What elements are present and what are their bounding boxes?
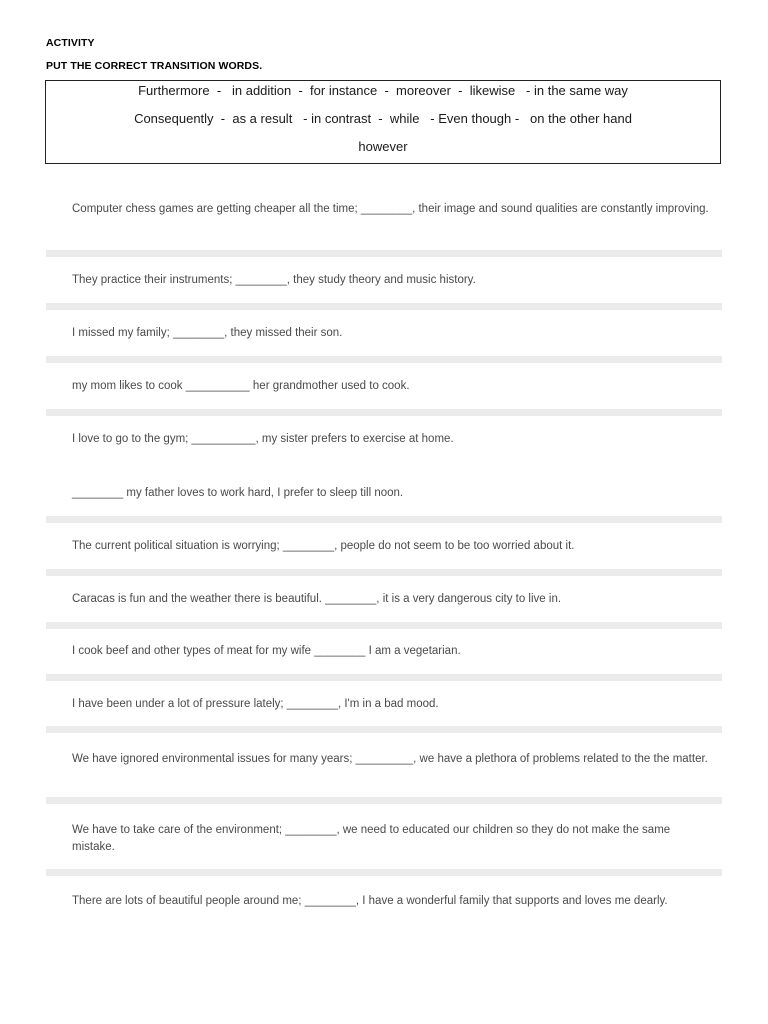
exercise-sentence: There are lots of beautiful people around me; ________, I have a wonderful family that supports and loves me dearly. <box>72 895 668 907</box>
separator <box>46 250 722 257</box>
exercise-sentence: my mom likes to cook __________ her grandmother used to cook. <box>72 380 410 392</box>
exercise-sentence: The current political situation is worrying; ________, people do not seem to be too worried about it. <box>72 540 575 552</box>
separator <box>46 516 722 523</box>
separator <box>46 797 722 804</box>
separator <box>46 356 722 363</box>
exercise-sentence: We have to take care of the environment; ________, we need to educated our children so they do not make the same mistake. <box>72 824 674 853</box>
word-bank-line: however <box>358 139 408 154</box>
exercise-sentence: ________ my father loves to work hard, I prefer to sleep till noon. <box>72 487 404 499</box>
activity-title: ACTIVITY <box>46 37 95 49</box>
word-bank-line: Furthermore - in addition - for instance - moreover - likewise - in the same way <box>138 83 628 98</box>
separator <box>46 674 722 681</box>
separator <box>46 569 722 576</box>
word-bank-line: Consequently - as a result - in contrast - while - Even though - on the other hand <box>134 111 632 126</box>
exercise-sentence: I cook beef and other types of meat for my wife ________ I am a vegetarian. <box>72 645 461 657</box>
exercise-sentence: They practice their instruments; ________, they study theory and music history. <box>72 274 476 286</box>
separator <box>46 726 722 733</box>
separator <box>46 869 722 876</box>
exercise-sentence: Caracas is fun and the weather there is beautiful. ________, it is a very dangerous city to live in. <box>72 593 562 605</box>
separator <box>46 303 722 310</box>
separator <box>46 622 722 629</box>
separator <box>46 409 722 416</box>
exercise-sentence: I missed my family; ________, they missed their son. <box>72 327 343 339</box>
exercise-sentence: I love to go to the gym; __________, my sister prefers to exercise at home. <box>72 433 454 445</box>
exercise-sentence: Computer chess games are getting cheaper all the time; ________, their image and sound qualities are constantly improving. <box>72 203 709 215</box>
exercise-sentence: I have been under a lot of pressure lately; ________, I'm in a bad mood. <box>72 698 439 710</box>
word-bank-box <box>45 80 721 164</box>
exercise-sentence: We have ignored environmental issues for many years; _________, we have a plethora of problems related to the the matter. <box>72 753 708 765</box>
instruction-heading: PUT THE CORRECT TRANSITION WORDS. <box>46 60 263 72</box>
